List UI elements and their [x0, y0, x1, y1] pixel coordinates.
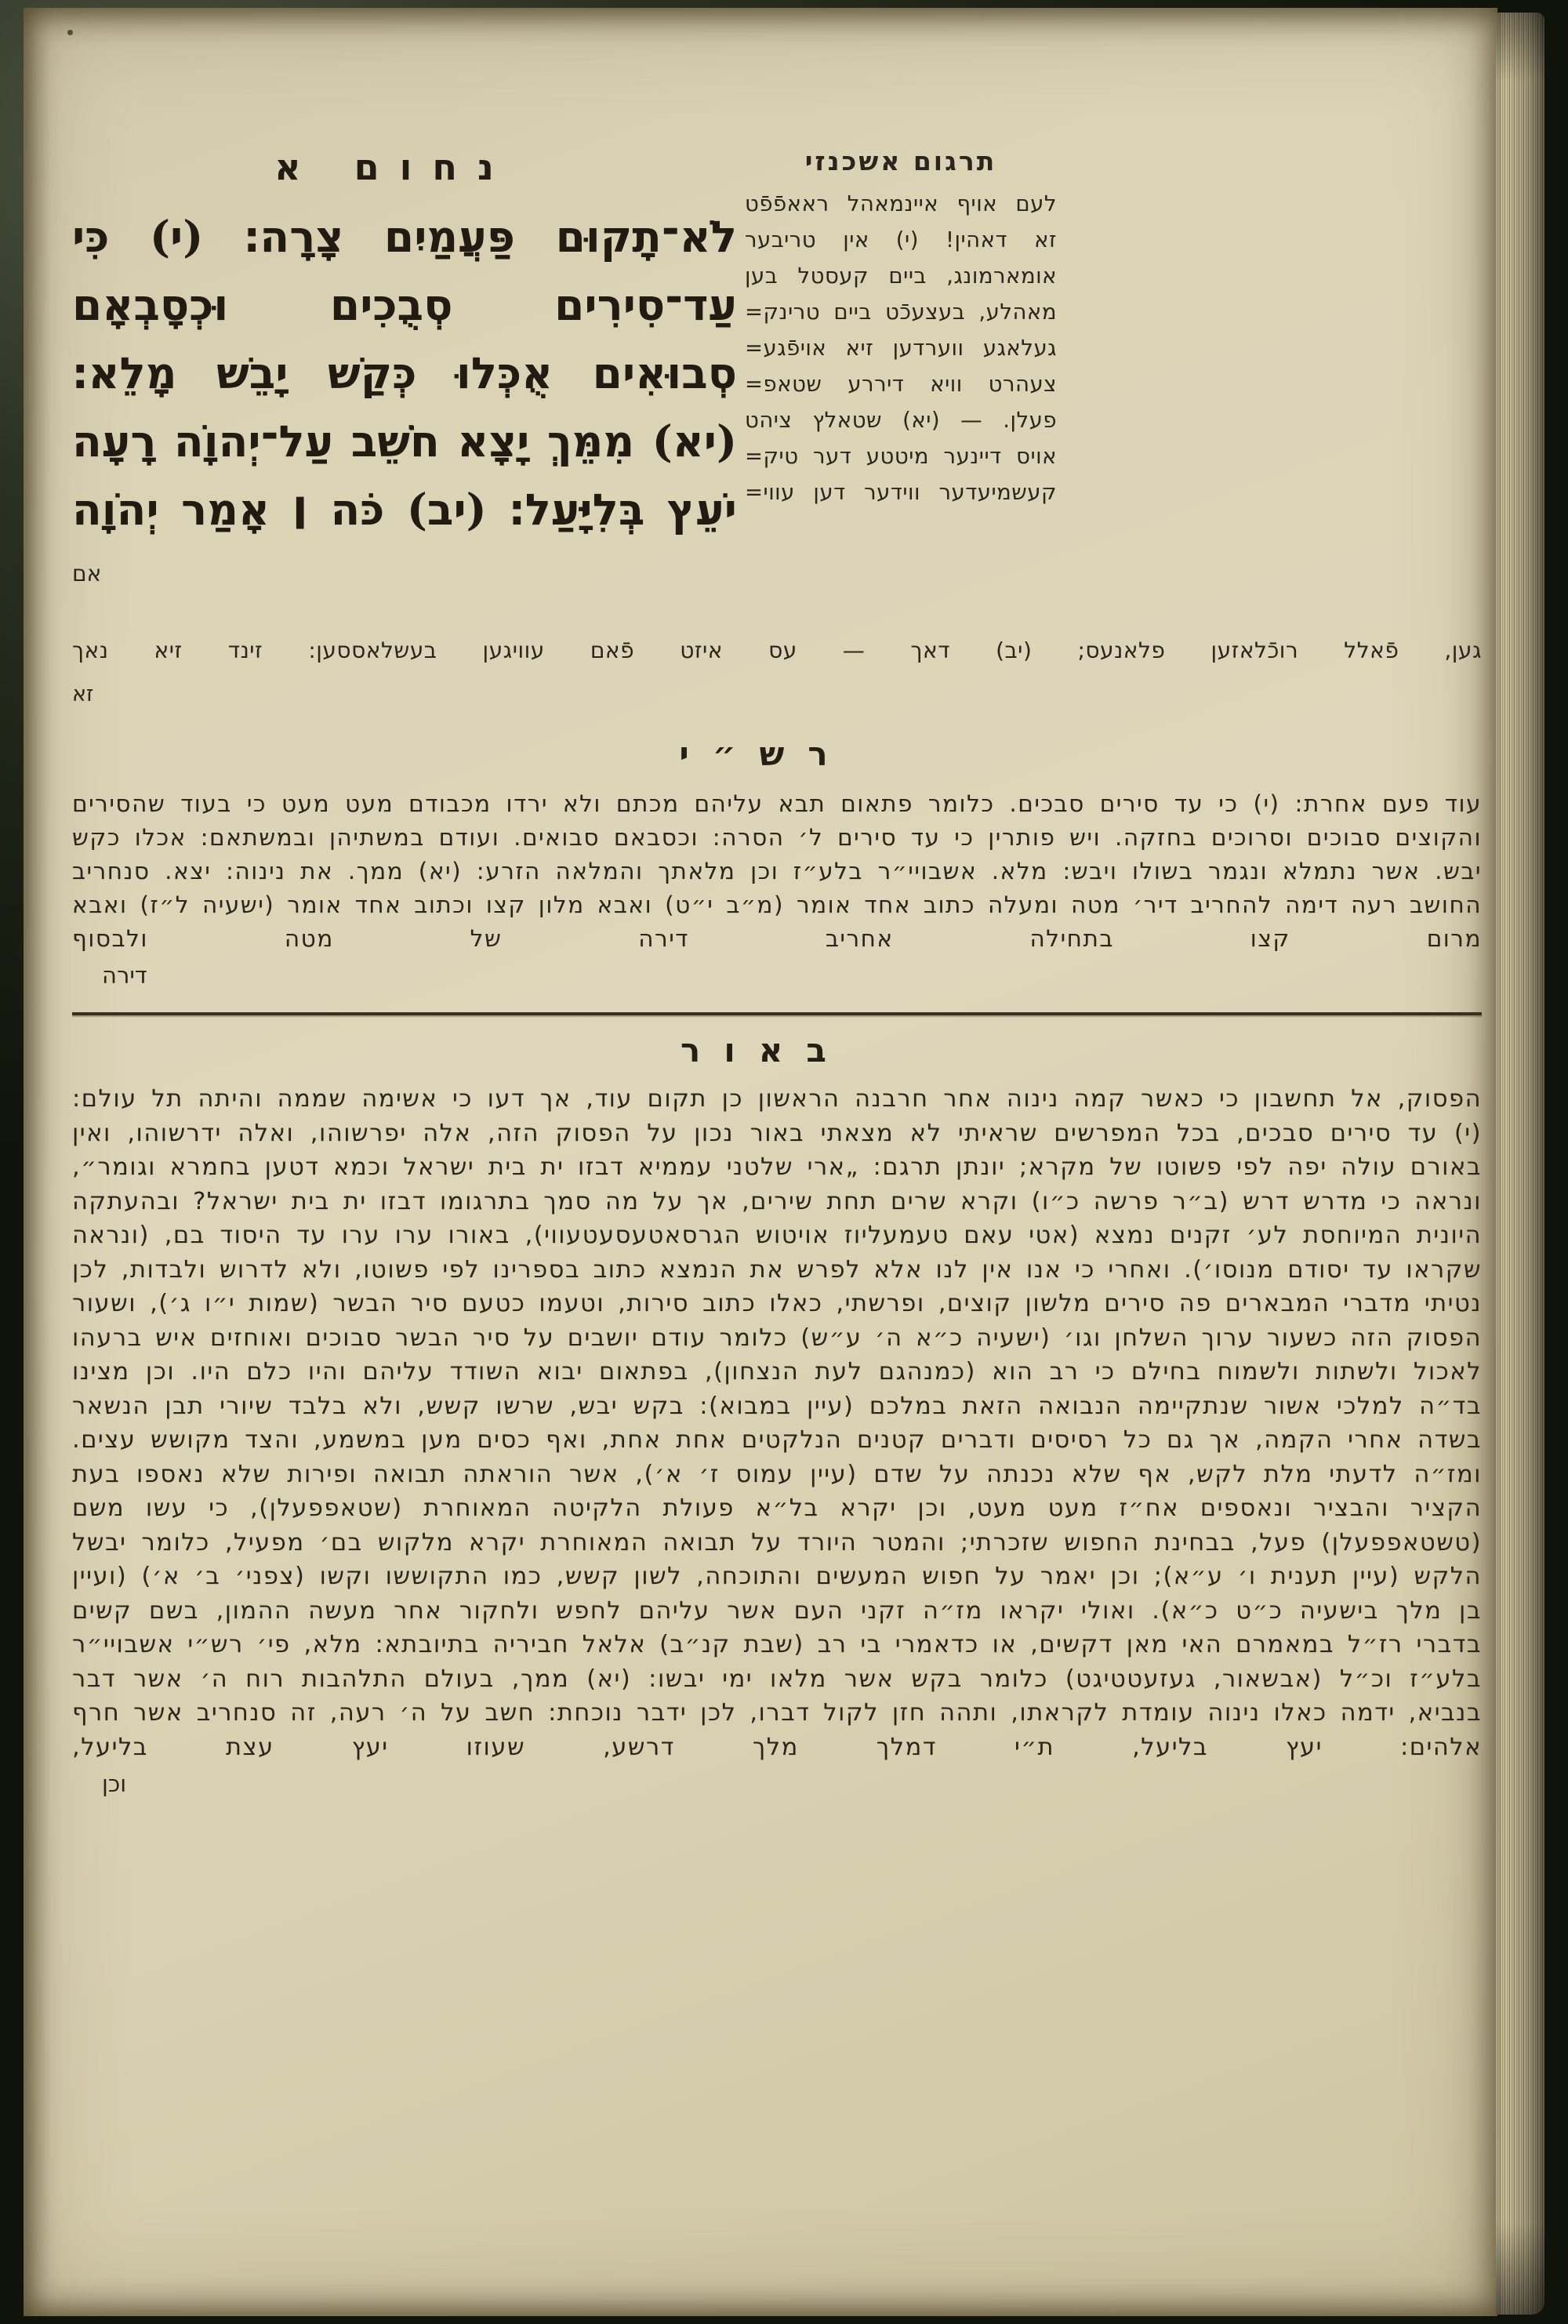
biur-catchword: וכן [102, 1770, 127, 1797]
targum-catchword: זא [72, 682, 94, 706]
book-page [24, 8, 1497, 2316]
biur-header: באור [681, 1031, 850, 1069]
page-content [72, 146, 1482, 1797]
targum-line: פעלן. — (יא) שטאלץ ציהט [745, 408, 1057, 433]
rashi-text: עוד פעם אחרת: (י) כי עד סירים סבכים. כלומר פתאום תבא עליהם מכתם ולא ירדו מכבודם מעט מעט כי בעוד שהסירים והקוצים סבוכים וסרוכים בחזקה. ויש פותרין כי עד סירים ל׳ הסרה: וכסבאם סבואים. ועודם במשתיהן ובמשתאם: אכלו כקש יבש. אשר נתמלא ונגמר בשולו ויבש: מלא. אשבויי״ר בלע״ז וכן מלאתך והמלאה הזרע: (יא) ממך. את נינוה: יצא. סנחריב החושב רעה דימה להחריב דיר׳ מטה ומעלה כתוב אחד אומר (מ״ב י״ט) ואבא מלון קצו וכתוב אחד אומר (ישעיה ל״ז) ואבא מרום קצו בתחילה אחריב דירה של מטה ולבסוף [72, 790, 1482, 952]
targum-overflow-line: גען, פֿאלל רוכֿלאזען פלאנעס; (יב) דאך — עס איזט פֿאם עוויגען בעשלאססען: זינד זיא נאך [72, 637, 1482, 663]
top-section [72, 146, 1482, 616]
targum-line: צעהרט וויא דיררע שטאפ= [745, 372, 1057, 397]
scripture-text [72, 202, 737, 543]
targum-header: תרגום אשכנזי [804, 146, 997, 176]
scripture-line: יֹעֵץ בְּלִיָּעַל׃ (יב) כֹּה ׀ אָמַר יְהֹוָה [72, 484, 737, 535]
targum-line: געלאגע ווערדען זיא אויפֿגע= [745, 336, 1057, 361]
targum-line: לעם אויף איינמאהל ראאפֿפֿט [745, 191, 1057, 216]
targum-column [745, 146, 1057, 510]
targum-text [745, 186, 1057, 510]
biur-text: הפסוק, אל תחשבון כי כאשר קמה נינוה אחר חרבנה הראשון כן תקום עוד, אך דעו כי אשימה שממה והיתה תל עולם: (י) עד סירים סבכים, בכל המפרשים שראיתי לא מצאתי באור נכון על הפסוק הזה, אלה יפרשוהו, ואלה ידרשוהו, ואין באורם עולה יפה לפי פשוטו של מקרא; יונתן תרגם: „ארי שלטני עממיא דבזו ית בית ישראל וכמא דטען בחמרא וגומר״, ונראה כי מדרש דרש (ב״ר פרשה כ״ו) וקרא שרים תחת שירים, אך על מה סמך בתרגומו דבזו ית בית ישראל? ובהעתקה היונית המיוחסת לע׳ זקנים נמצא (אטי עאם טעמעליוז אויטוש הגרסאטעסעטעווי), באורו ערו ערו עד היסוד בם, (ונראה שקראו עד יסודם מנוסו׳). ואחרי כי אנו אין לנו אלא לפרש את הנמצא כתוב בספרינו לפי פשוטו, ולא לדרוש ולבדות, לכן נטיתי מדברי המבארים פה סירים מלשון קוצים, ופרשתי, כאלו כתוב סירות, וטעמו כטעם סיר הבשר (שמות י״ו ג׳), ושעור הפסוק הזה כשעור ערוך השלחן וגו׳ (ישעיה כ״א ה׳ ע״ש) כלומר עודם יושבים על סיר הבשר סבוכים ואוחזים איש ברעהו לאכול ולשתות ולשמוח בחילם כי רב הוא (כמנהגם לעת הנצחון), בפתאום יבוא השודד עליהם והיו כלם היו. וכן מצינו בד״ה למלכי אשור שנתקיימה הנבואה הזאת במלכם (עיין במבוא): בקש יבש, שרשו קשש, ולא בלבד שיורי תבן הנשאר בשדה אחרי הקמה, אך גם כל רסיסים ודברים קטנים הנלקטים אחת אחת, ואף כסים מען במשמע, והצד מקושש עצים. ומז״ה לדעתי מלת לקש, אף שלא נכנתה על שדם (עיין עמוס ז׳ א׳), אשר הוראתה תבואה ופירות שלא נאספו בעת הקציר והבציר ונאספים אח״ז מעט מעט, וכן יקרא בל״א פעולת הלקיטה המאוחרת (שטאפפעלן), כי עשו משם (טשטאפפעלן) פעל, בבחינת החפוש שזכרתי; והמטר היורד על תבואה המאוחרת יקרא מלקוש בם׳ מפעיל, כלומר יבשל הלקש (עיין תענית ו׳ ע״א); וכן יאמר על חפוש המעשים והתוכחה, לשון קשש, כמו התקוששו וקשו (צפני׳ ב׳ א׳) (ועיין בן מלך בישעיה כ״ט כ״א). ואולי יקראו מז״ה זקני העם אשר עליהם לחפש ולחקור אחר מעשה ההמון, בשם קשים בדברי רז״ל במאמרם האי מאן דקשים, או כדאמרי בי רב (שבת קנ״ב) אלאל חביריה בתיובתא: מלא, פי׳ רש״י אשבויי״ר בלע״ז וכ״ל (אבשאור, געזעטטיגט) כלומר בקש אשר מלאו ימי יבשו: (יא) ממך, בעולם התלהבות רוח ה׳ אשר דבר בנביא, ידמה כאלו נינוה עומדת לקראתו, ותהה חזן לקול דברו, לכן ידבר נוכחת: חשב על ה׳ רעה, זה סנחריב אשר חרף אלהים: יעץ בליעל, ת״י דמלך מלך דרשע, שעוזו יעץ עצת בליעל, [72, 1085, 1482, 1761]
scripture-header: נחום א [274, 146, 514, 188]
targum-line: אויס דיינער מיטטע דער טיק= [745, 444, 1057, 469]
rashi-header: רש״י [679, 735, 851, 773]
targum-line: זא דאהין! (י) אין טריבער [745, 227, 1057, 252]
section-divider [72, 1012, 1482, 1015]
rashi-section [72, 735, 1482, 989]
targum-line: אומארמונג, ביים קעסטל בען [745, 263, 1057, 289]
scripture-line: (יא) מִמֵּךְ יָצָא חֹשֵׁב עַל־יְהוָֹה רָעָה [72, 416, 737, 467]
scripture-line: לֹא־תָקוּם פַּעֲמַיִם צָרָה׃ (י) כִּי [72, 211, 737, 262]
rashi-catchword: דירה [102, 962, 147, 989]
scripture-catchword: אם [72, 561, 102, 586]
scripture-column [72, 146, 737, 586]
scripture-line: עַד־סִירִים סְבֻכִים וּכְסָבְאָם [72, 279, 737, 330]
targum-line: קעשמיעדער ווידער דען עווי= [745, 480, 1057, 505]
biur-section [72, 1031, 1482, 1797]
scripture-line: סְבוּאִים אֻכְּלוּ כְּקַשׁ יָבֵשׁ מָלֵא׃ [72, 347, 737, 398]
ink-speck [67, 30, 73, 35]
targum-line: מאהלע, בעצעכֿט ביים טרינק= [745, 300, 1057, 325]
book-fore-edge [1496, 13, 1544, 2315]
